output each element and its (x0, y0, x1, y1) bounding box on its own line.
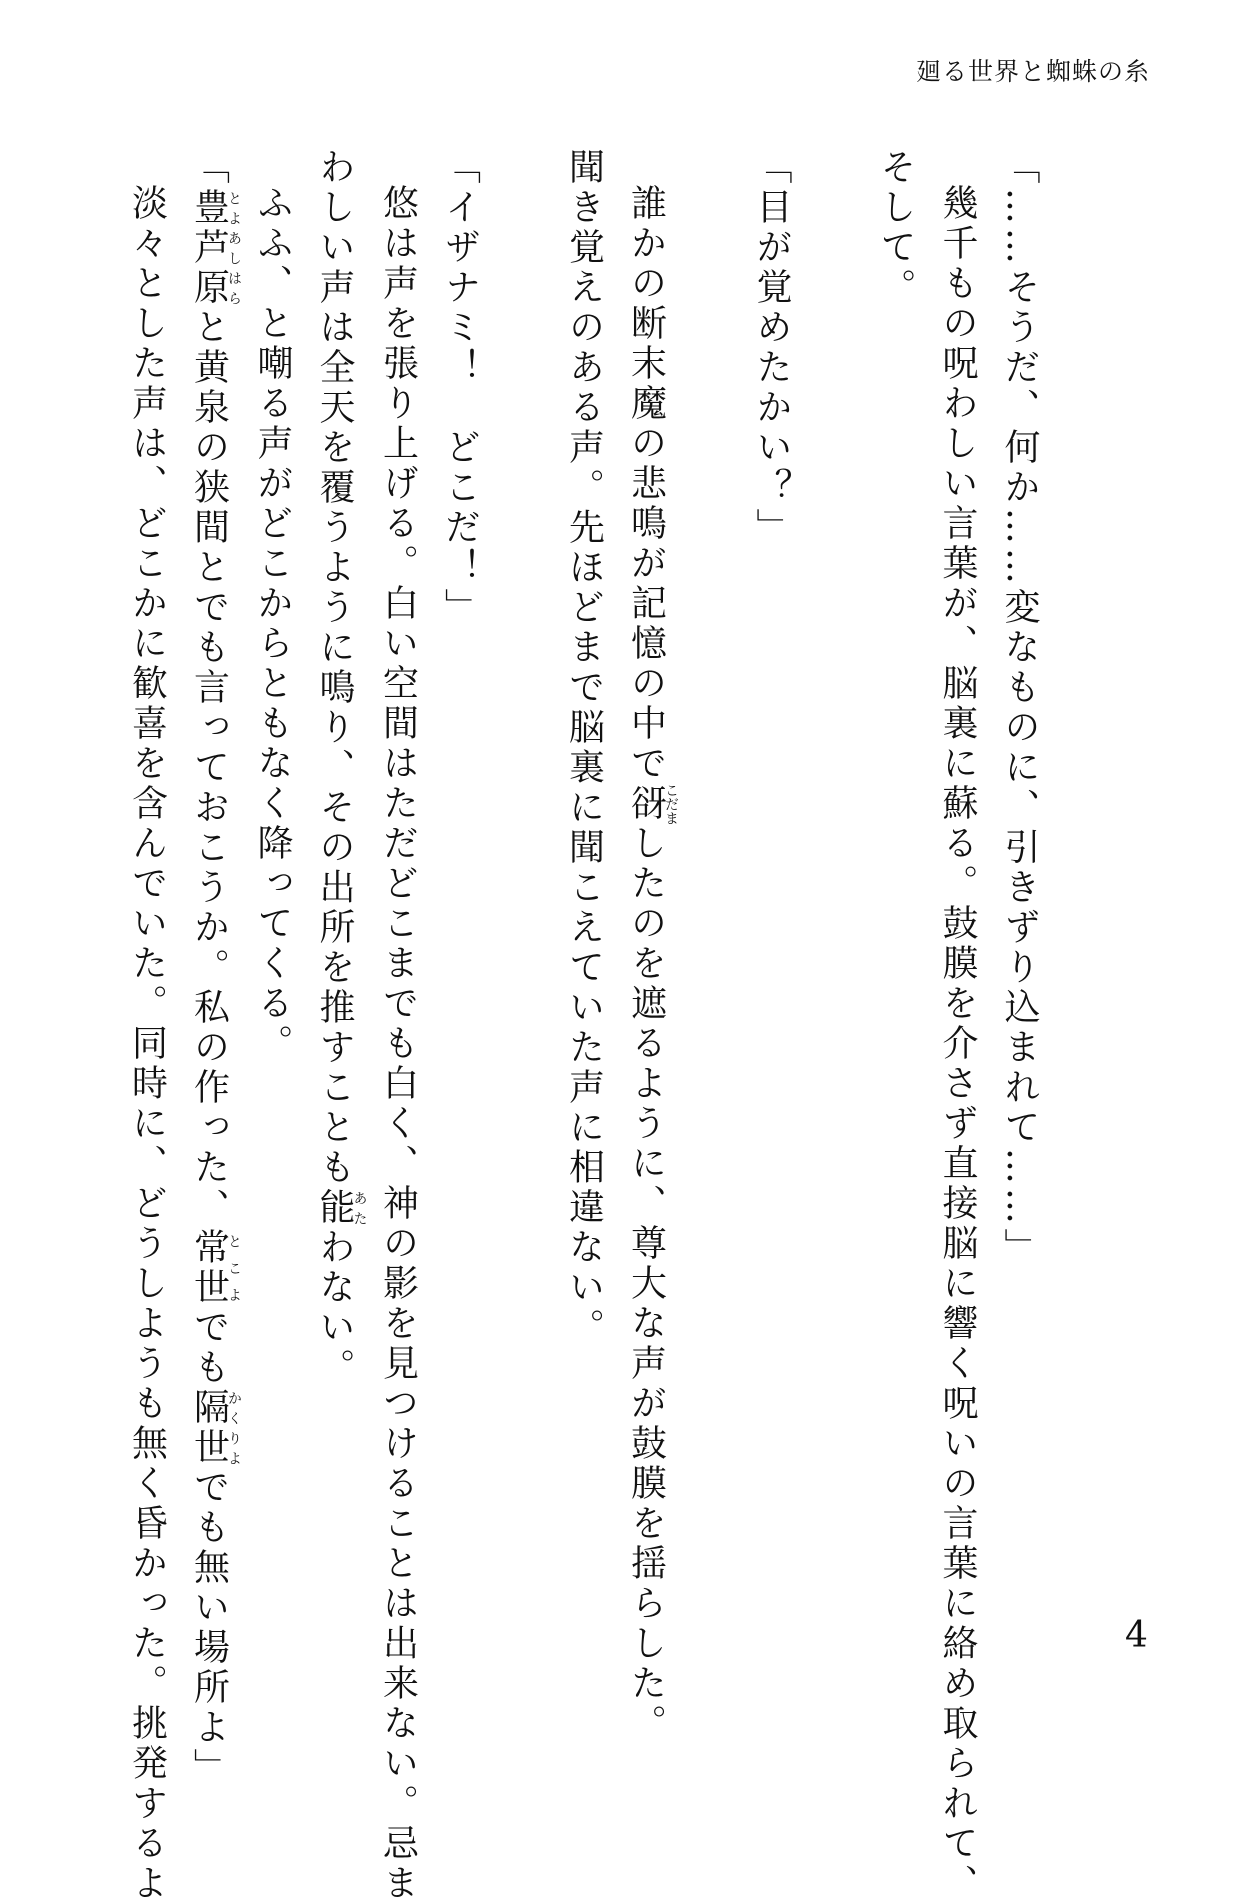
text-line: 誰かの断末魔の悲鳴が記憶の中で (625, 184, 667, 784)
text-line: でも (188, 1308, 230, 1388)
ruby-reading: とこよ (226, 1228, 242, 1308)
ruby-word: 谺こだま (625, 783, 679, 825)
paragraph (116, 148, 178, 1904)
text-line: そして。 (875, 148, 916, 308)
text-line: わしい声は全天を覆うように鳴り、その出所を推すことも (314, 148, 355, 1188)
text-line: 悠は声を張り上げる。白い空間はただどこまでも白く、神の影を見つけることは出来ない。忌ま (377, 184, 419, 1904)
text-line: 「イザナミ！ どこだ！」 (439, 148, 481, 628)
blank-line (802, 148, 864, 1598)
paragraph (241, 148, 303, 1598)
text-line: わない。 (314, 1228, 355, 1388)
text-line: でも無い場所よ」 (188, 1468, 230, 1788)
blank-line (491, 148, 553, 1598)
paragraph (926, 148, 988, 1904)
text-line: したのを遮るように、尊大な声が鼓膜を揺らした。 (625, 824, 667, 1744)
paragraph (988, 148, 1050, 1598)
ruby-word: 隔世かくりよ (188, 1388, 242, 1468)
text-line: 「……そうだ、何か……変なものに、引きずり込まれて……」 (999, 148, 1040, 1268)
ruby-word: 常世とこよ (188, 1228, 242, 1308)
ruby-reading: かくりよ (226, 1388, 242, 1468)
paragraph (553, 148, 615, 1598)
ruby-word: 豊芦原とよあしはら (188, 188, 242, 308)
paragraph (178, 148, 242, 1788)
page-number: 4 (1125, 1615, 1148, 1656)
paragraph (615, 148, 679, 1744)
ruby-reading: あた (351, 1188, 368, 1228)
paragraph (367, 148, 429, 1904)
body-text (116, 148, 1051, 1904)
text-line: と黄泉の狭間とでも言っておこうか。私の作った、 (188, 308, 230, 1228)
text-line: 「目が覚めたかい？」 (751, 148, 792, 548)
blank-line (678, 148, 740, 1598)
text-line: 「 (188, 148, 230, 188)
ruby-reading: こだま (663, 783, 679, 825)
text-line: ふふ、と嘲る声がどこからともなく降ってくる。 (252, 184, 293, 1064)
paragraph (303, 148, 367, 1598)
ruby-word: 能あた (314, 1188, 368, 1228)
running-title: 廻る世界と蜘蛛の糸 (915, 57, 1150, 86)
paragraph (864, 148, 926, 1598)
text-line: 淡々とした声は、どこかに歓喜を含んでいた。同時に、どうしようも無く昏かった。挑発するよ (126, 184, 168, 1904)
ruby-reading: とよあしはら (226, 188, 242, 308)
text-line: 聞き覚えのある声。先ほどまで脳裏に聞こえていた声に相違ない。 (563, 148, 605, 1348)
paragraph (429, 148, 491, 1598)
text-line: 幾千もの呪わしい言葉が、脳裏に蘇る。鼓膜を介さず直接脳に響く呪いの言葉に絡め取られて、 (937, 184, 978, 1904)
paragraph (740, 148, 802, 1598)
